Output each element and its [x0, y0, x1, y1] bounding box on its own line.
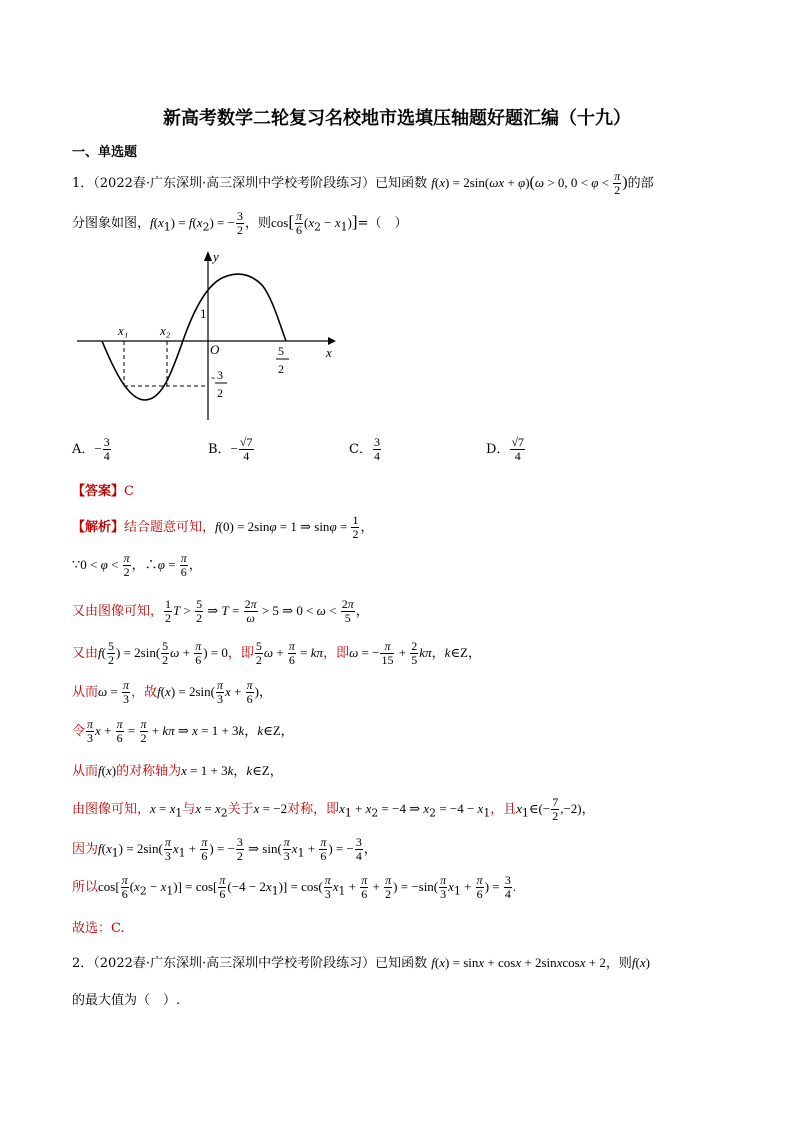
q2-stem-line1: 2．（2022春·广东深圳·高三深圳中学校考阶段练习）已知函数 f(x) = sinx + cosx + 2sinxcosx + 2，则f(x): [72, 955, 650, 971]
option-d-num: √7: [511, 435, 525, 449]
y-one-label: 1: [200, 306, 207, 321]
analysis-line1: 【解析】结合题意可知，f(0) = 2sinφ = 1 ⇒ sinφ = $\frac{1}{2}$ ，: [72, 513, 374, 541]
axis-text-1: 从而: [72, 764, 99, 779]
guxuan-line: 故选：C.: [72, 921, 125, 936]
analysis-intro: 结合题意可知，: [124, 520, 216, 535]
x-axis-arrow: [328, 337, 336, 345]
analysis-line4: 又由f( $\frac{5}{2}$ ) = 2sin( $\frac{5}{2}$ ω + $\frac{\pi}{6}$ ) = 0，即 $\frac{5}{2}$ ω + $\frac{\pi}{6}$ = kπ，即ω = − $\frac{\pi}{15}$ + $\frac{2}{5}$ kπ，k∈Z，: [72, 639, 481, 667]
analysis-line9: 因为$f(x_1) = 2\sin$( $\frac{\pi}{3}$ $x_1$ + $\frac{\pi}{6}$ ) = − $\frac{3}{2}$ ⇒ sin( $\frac{\pi}{3}$ $x_1$ + $\frac{\pi}{6}$ ) = − $\frac{3}{4}$ ，: [72, 835, 377, 863]
ji-text-1: ，即: [227, 646, 254, 661]
suoyi-text: 所以: [72, 880, 99, 895]
option-a-den: 4: [103, 449, 110, 463]
sym-text-1: 由图像可知，: [72, 802, 151, 817]
page-title: 新高考数学二轮复习名校地市选填压轴题好题汇编（十九）: [163, 108, 631, 129]
ling-text: 令: [72, 724, 86, 739]
y-label: y: [213, 249, 219, 264]
option-d-den: 4: [514, 449, 521, 463]
sine-curve: [102, 274, 286, 400]
yinwei-text: 因为: [72, 842, 99, 857]
q1-then: ，则: [244, 216, 271, 231]
ji-text-2: ，即: [323, 646, 350, 661]
analysis-line5: 从而ω = $\frac{\pi}{3}$ ，故f(x) = 2sin( $\frac{\pi}{3}$ x + $\frac{\pi}{6}$ )，: [72, 678, 272, 706]
x2-label: x₂: [160, 323, 171, 338]
congershi-text: 从而: [72, 685, 99, 700]
answer-line: [72, 480, 134, 499]
option-b-num: √7: [239, 435, 253, 449]
analysis-line3: 又由图像可知， $\frac{1}{2}$ T > $\frac{5}{2}$ ⇒ T = $\frac{2\pi}{\omega}$ > 5 ⇒ 0 < ω < $\frac{2\pi}{5}$ ，: [72, 597, 369, 625]
gu-text: ，故: [131, 685, 158, 700]
sym-text-4: 对称，即: [287, 802, 340, 817]
also-text: 又由: [72, 646, 99, 661]
analysis-line6: 令 $\frac{\pi}{3}$ x + $\frac{\pi}{6}$ = $\frac{\pi}{2}$ + kπ ⇒ x = 1 + 3k，k∈Z，: [72, 717, 294, 745]
q1-stem-line1: 1．（2022春·广东深圳·高三深圳中学校考阶段练习）已知函数 f(x) = 2sin(ωx + φ)(ω > 0, 0 < φ < $\frac{\pi}{2}$ )的部: [72, 169, 654, 197]
q2-stem-line2: 的最大值为（ ）.: [72, 993, 181, 1008]
neg-sign: -: [211, 370, 215, 384]
option-b-sign: −: [230, 441, 238, 456]
axis-text-2: 的对称轴为: [116, 764, 182, 779]
option-a[interactable]: [72, 436, 112, 463]
analysis-line10: 所以cos[ $\frac{\pi}{6}$ $(x_2 - x_1)] = \cos$[ $\frac{\pi}{6}$ $(-4 - 2x_1)] = \cos$( $\frac{\pi}{3}$ $x_1$ + $\frac{\pi}{6}$ + $\frac{\pi}{2}$ ) = −sin( $\frac{\pi}{3}$ $x_1$ + $\frac{\pi}{6}$ ) = $\frac{3}{4}$ .: [72, 873, 517, 901]
option-b-den: 4: [243, 449, 250, 463]
analysis-label: 【解析】: [72, 520, 125, 535]
option-c-letter: C．: [349, 442, 372, 457]
q1-stem-line2-text: 分图象如图，: [72, 216, 151, 231]
option-c-den: 4: [373, 449, 380, 463]
q2-source: （2022春·广东深圳·高三深圳中学校考阶段练习）已知函数: [93, 956, 428, 971]
option-d[interactable]: [486, 436, 526, 463]
five-halves-num: 5: [278, 344, 284, 358]
x-label: x: [326, 345, 332, 360]
sym-text-2: 与: [182, 802, 196, 817]
given-graph-text: 又由图像可知，: [72, 604, 164, 619]
option-c[interactable]: [349, 436, 382, 463]
q1-number: 1．: [72, 176, 94, 191]
q2-number: 2．: [72, 956, 94, 971]
option-b-letter: B．: [208, 442, 231, 457]
analysis-line2: ∵0 < φ < $\frac{\pi}{2}$ ，∴φ = $\frac{\pi}{6}$ ，: [72, 551, 202, 579]
y-axis-arrow: [204, 251, 212, 261]
q2-then: ，则: [605, 956, 632, 971]
option-a-sign: −: [94, 441, 102, 456]
answer-value: C: [124, 484, 134, 499]
sym-text-5: ，且: [490, 802, 517, 817]
option-c-num: 3: [373, 435, 380, 449]
sym-text-3: 关于: [227, 802, 254, 817]
section-heading: 一、单选题: [72, 145, 138, 160]
x1-label: x₁: [118, 323, 129, 338]
q1-function-graph: [72, 245, 342, 425]
option-a-letter: A．: [72, 442, 95, 457]
q1-paren: =（ ）: [357, 216, 408, 231]
neg-three-halves-den: 2: [217, 386, 223, 400]
q1-stem-tail: 的部: [627, 176, 654, 191]
analysis-line8: 由图像可知，$x = x_1$与$x = x_2$关于x = −2对称，即$x_1 + x_2 = -4$ ⇒ $x_2 = -4 - x_1$，且$x_1\in(-$ $\frac{7}{2}$ ,−2)，: [72, 795, 595, 823]
neg-three-halves-num: 3: [217, 368, 223, 382]
option-b[interactable]: [208, 436, 255, 463]
option-d-letter: D．: [486, 442, 510, 457]
origin-label: O: [210, 342, 220, 357]
q1-source: （2022春·广东深圳·高三深圳中学校考阶段练习）已知函数: [93, 176, 428, 191]
answer-label: 【答案】: [72, 484, 125, 499]
option-a-num: 3: [103, 435, 110, 449]
analysis-line7: 从而f(x)的对称轴为x = 1 + 3k，k∈Z，: [72, 763, 283, 779]
q1-stem-line2: 分图象如图，$f(x_1) = f(x_2)$ = − $\frac{3}{2}$ ，则cos[ $\frac{\pi}{6}$ $(x_2 - x_1)]=$（ ）: [72, 209, 408, 237]
five-halves-den: 2: [278, 362, 284, 376]
